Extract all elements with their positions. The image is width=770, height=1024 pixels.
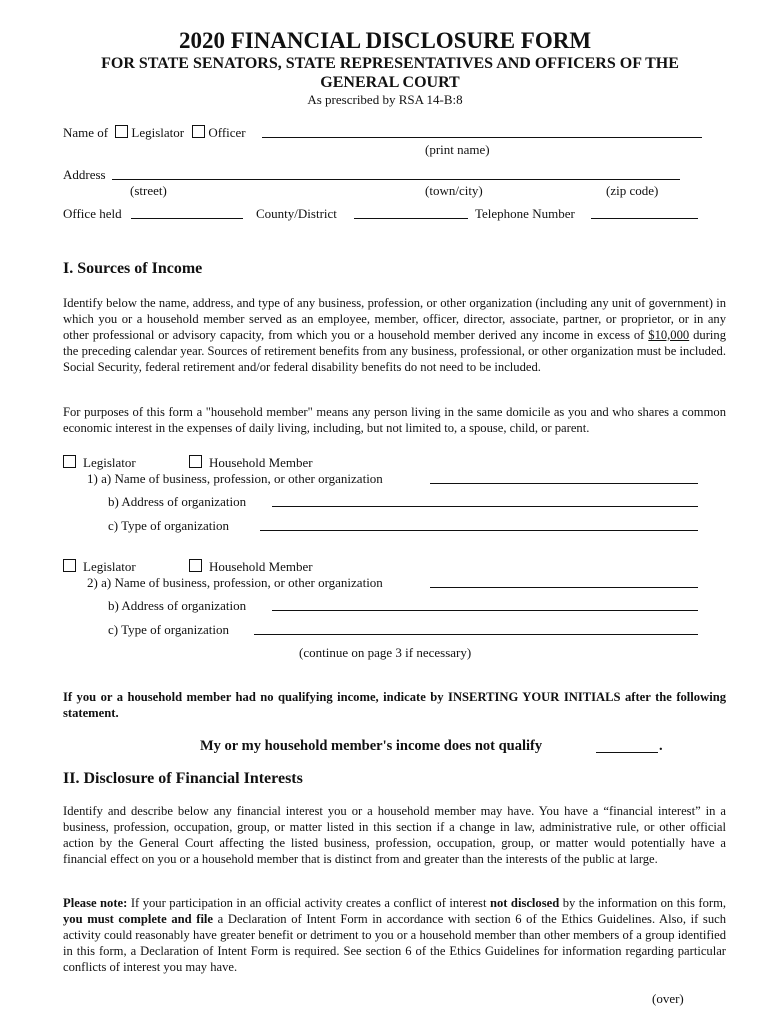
entry-1-household-option: Household Member [189,455,313,471]
entry-2-household-checkbox[interactable] [189,559,202,572]
entry-1-type-label: c) Type of organization [108,518,229,533]
entry-1-address-label: b) Address of organization [108,494,247,509]
entry-2-type-field[interactable] [254,634,698,635]
please-note-paragraph: Please note: If your participation in an official activity creates a conflict of interest not disclosed by the information on this form, you must complete and file a Declaration of Intent Form in accordance with section 6 of the Ethics Guidelines. Also, if such activity could reasonably have greater benefit or detriment to you or a household member than other members of a group identified in this form, a Declaration of Intent Form is required. See section 6 of the Ethics Guidelines for information regarding particular conflicts of interest you may have. [63,896,727,974]
officer-checkbox[interactable] [192,125,205,138]
address-field[interactable] [112,179,680,180]
print-name-caption: (print name) [425,142,490,157]
telephone-label: Telephone Number [475,206,575,221]
no-income-instruction: If you or a household member had no qualifying income, indicate by INSERTING YOUR INITIALS after the following statement. [63,690,726,720]
entry-2-name-label: 2) a) Name of business, profession, or other organization [87,575,383,590]
entry-1-name-label: 1) a) Name of business, profession, or other organization [87,471,383,486]
section-1-heading: I. Sources of Income [63,260,203,277]
entry-2-legislator-checkbox[interactable] [63,559,76,572]
entry-2-type-label: c) Type of organization [108,622,229,637]
entry-1-legislator-checkbox[interactable] [63,455,76,468]
entry-2-address-label: b) Address of organization [108,598,247,613]
telephone-field[interactable] [591,218,698,219]
continue-note: (continue on page 3 if necessary) [299,645,472,660]
officer-label: Officer [208,125,246,140]
initials-field[interactable] [596,752,658,753]
county-field[interactable] [354,218,468,219]
county-label: County/District [256,206,337,221]
entry-2-name-field[interactable] [430,587,698,588]
office-held-label: Office held [63,206,122,221]
town-caption: (town/city) [425,183,483,198]
entry-2-household-option: Household Member [189,559,313,575]
legislator-label: Legislator [131,125,185,140]
office-held-field[interactable] [131,218,243,219]
entry-2-address-field[interactable] [272,610,698,611]
entry-1-type-field[interactable] [260,530,698,531]
prescribed-by: As prescribed by RSA 14-B:8 [307,92,463,107]
legislator-checkbox[interactable] [115,125,128,138]
form-subtitle: FOR STATE SENATORS, STATE REPRESENTATIVES AND OFFICERS OF THE GENERAL COURT [101,55,679,91]
entry-1-legislator-option: Legislator [63,455,136,471]
form-title: 2020 FINANCIAL DISCLOSURE FORM [178,28,592,53]
name-label: Name of [63,125,109,140]
entry-1-address-field[interactable] [272,506,698,507]
statement-period: . [659,738,663,754]
entry-1-household-checkbox[interactable] [189,455,202,468]
no-income-statement: My or my household member's income does not qualify [200,738,543,754]
print-name-field[interactable] [262,137,702,138]
section-2-heading: II. Disclosure of Financial Interests [63,770,303,787]
entry-2-legislator-option: Legislator [63,559,136,575]
name-row [63,125,246,141]
entry-1-name-field[interactable] [430,483,698,484]
section-1-paragraph: Identify below the name, address, and type of any business, profession, or other organization (including any unit of government) in which you or a household member served as an employee, member, officer, director, associate, partner, or proprietor, or in any other professional or advisory capacity, from which you or a household member derived any income in excess of $10,000 during the preceding calendar year. Sources of retirement benefits from any business, professional, or other organization must be included. Social Security, federal retirement and/or federal disability benefits do not need to be included. [63,296,726,374]
income-threshold: $10,000 [648,327,690,342]
address-label: Address [63,167,106,182]
street-caption: (street) [130,183,167,198]
zip-caption: (zip code) [606,183,659,198]
over-indicator: (over) [652,991,684,1006]
section-2-paragraph: Identify and describe below any financial interest you or a household member may have. You have a “financial interest” in a business, profession, occupation, group, or matter listed in this section if a change in law, administrative rule, or other official action by the General Court affecting the listed business, profession, occupation, group, or matter would potentially have a financial effect on you or a household member that is distinct from and greater than the interests of the public at large. [63,804,726,866]
household-definition: For purposes of this form a "household member" means any person living in the same domicile as you and who shares a common economic interest in the expenses of daily living, including, but not limited to, a spouse, child, or parent. [63,405,726,435]
